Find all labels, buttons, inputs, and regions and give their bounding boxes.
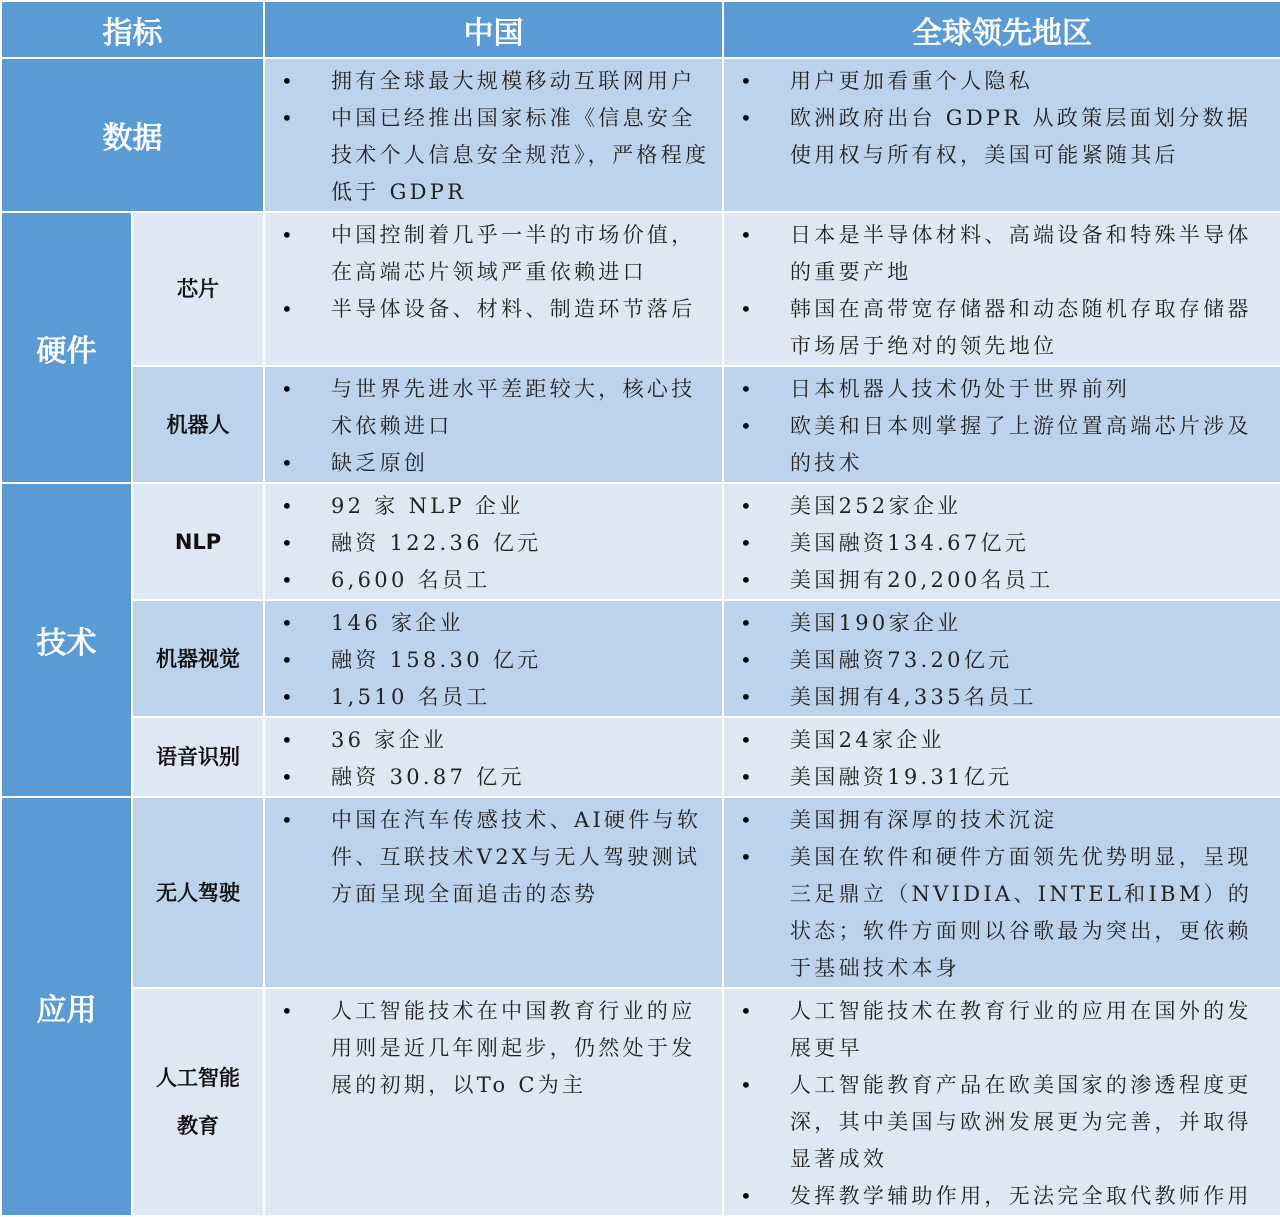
subcategory-cell: 语音识别 <box>132 717 264 797</box>
category-cell: 硬件 <box>1 212 132 483</box>
list-item: • 人工智能技术在教育行业的应用在国外的发展更早 <box>724 993 1272 1067</box>
list-item: • 美国拥有20,200名员工 <box>724 562 1272 599</box>
global-cell <box>723 212 1280 366</box>
table-row <box>1 600 1280 717</box>
list-item: • 美国融资134.67亿元 <box>724 525 1272 562</box>
table-row <box>1 212 1280 366</box>
china-list <box>265 798 722 913</box>
table-row <box>1 988 1280 1216</box>
global-cell <box>723 600 1280 717</box>
global-cell <box>723 483 1280 600</box>
subcategory-cell: NLP <box>132 483 264 600</box>
list-item: • 美国190家企业 <box>724 605 1272 642</box>
list-item: • 缺乏原创 <box>265 445 714 482</box>
china-list <box>265 213 722 328</box>
category-cell: 技术 <box>1 483 132 797</box>
list-item: • 6,600 名员工 <box>265 562 714 599</box>
list-item: • 美国24家企业 <box>724 722 1272 759</box>
global-cell <box>723 797 1280 988</box>
subcategory-cell: 机器人 <box>132 366 264 483</box>
list-item: • 美国拥有深厚的技术沉淀 <box>724 802 1272 839</box>
list-item: • 韩国在高带宽存储器和动态随机存取存储器市场居于绝对的领先地位 <box>724 291 1272 365</box>
header-indicator: 指标 <box>1 1 264 58</box>
china-cell <box>264 600 723 717</box>
list-item: • 美国拥有4,335名员工 <box>724 679 1272 716</box>
list-item: • 美国融资19.31亿元 <box>724 759 1272 796</box>
china-cell <box>264 366 723 483</box>
category-cell: 应用 <box>1 797 132 1216</box>
list-item: • 发挥教学辅助作用，无法完全取代教师作用 <box>724 1178 1272 1215</box>
global-list <box>724 484 1280 599</box>
list-item: • 92 家 NLP 企业 <box>265 488 714 525</box>
list-item: • 中国在汽车传感技术、AI硬件与软件、互联技术V2X与无人驾驶测试方面呈现全面追击的态势 <box>265 802 714 913</box>
list-item: • 融资 158.30 亿元 <box>265 642 714 679</box>
list-item: • 中国已经推出国家标准《信息安全技术个人信息安全规范》，严格程度低于 GDPR <box>265 100 714 211</box>
subcategory-cell: 芯片 <box>132 212 264 366</box>
china-cell <box>264 483 723 600</box>
global-cell <box>723 58 1280 212</box>
list-item: • 36 家企业 <box>265 722 714 759</box>
subcategory-cell: 机器视觉 <box>132 600 264 717</box>
list-item: • 融资 122.36 亿元 <box>265 525 714 562</box>
subcategory-cell: 无人驾驶 <box>132 797 264 988</box>
china-list <box>265 989 722 1104</box>
table-row <box>1 717 1280 797</box>
global-cell <box>723 366 1280 483</box>
list-item: • 融资 30.87 亿元 <box>265 759 714 796</box>
list-item: • 日本是半导体材料、高端设备和特殊半导体的重要产地 <box>724 217 1272 291</box>
table-row <box>1 366 1280 483</box>
list-item: • 半导体设备、材料、制造环节落后 <box>265 291 714 328</box>
china-list <box>265 59 722 211</box>
list-item: • 欧洲政府出台 GDPR 从政策层面划分数据使用权与所有权，美国可能紧随其后 <box>724 100 1272 174</box>
table-row <box>1 483 1280 600</box>
global-cell <box>723 717 1280 797</box>
global-cell <box>723 988 1280 1216</box>
table-row <box>1 797 1280 988</box>
header-global: 全球领先地区 <box>723 1 1280 58</box>
list-item: • 与世界先进水平差距较大，核心技术依赖进口 <box>265 371 714 445</box>
china-list <box>265 718 722 796</box>
global-list <box>724 718 1280 796</box>
list-item: • 美国在软件和硬件方面领先优势明显，呈现三足鼎立（NVIDIA、INTEL和IBM）的状态；软件方面则以谷歌最为突出，更依赖于基础技术本身 <box>724 839 1272 987</box>
china-cell <box>264 988 723 1216</box>
china-cell <box>264 212 723 366</box>
subcategory-cell: 人工智能 教育 <box>132 988 264 1216</box>
table-row <box>1 58 1280 212</box>
china-list <box>265 601 722 716</box>
china-cell <box>264 797 723 988</box>
list-item: • 146 家企业 <box>265 605 714 642</box>
list-item: • 用户更加看重个人隐私 <box>724 63 1272 100</box>
list-item: • 人工智能教育产品在欧美国家的渗透程度更深，其中美国与欧洲发展更为完善，并取得显著成效 <box>724 1067 1272 1178</box>
global-list <box>724 213 1280 365</box>
china-list <box>265 484 722 599</box>
list-item: • 拥有全球最大规模移动互联网用户 <box>265 63 714 100</box>
china-list <box>265 367 722 482</box>
global-list <box>724 798 1280 987</box>
china-cell <box>264 717 723 797</box>
global-list <box>724 367 1280 482</box>
global-list <box>724 989 1280 1215</box>
header-china: 中国 <box>264 1 723 58</box>
header-row <box>1 1 1280 58</box>
global-list <box>724 59 1280 174</box>
list-item: • 1,510 名员工 <box>265 679 714 716</box>
list-item: • 中国控制着几乎一半的市场价值，在高端芯片领域严重依赖进口 <box>265 217 714 291</box>
list-item: • 日本机器人技术仍处于世界前列 <box>724 371 1272 408</box>
category-cell: 数据 <box>1 58 264 212</box>
list-item: • 欧美和日本则掌握了上游位置高端芯片涉及的技术 <box>724 408 1272 482</box>
china-cell <box>264 58 723 212</box>
list-item: • 美国融资73.20亿元 <box>724 642 1272 679</box>
global-list <box>724 601 1280 716</box>
list-item: • 美国252家企业 <box>724 488 1272 525</box>
list-item: • 人工智能技术在中国教育行业的应用则是近几年刚起步，仍然处于发展的初期，以To C为主 <box>265 993 714 1104</box>
